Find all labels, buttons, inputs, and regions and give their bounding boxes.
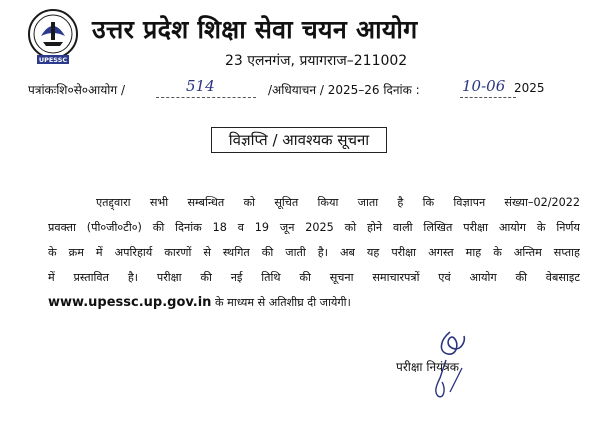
body-line: प्रवक्ता (पी०जी०टी०) की दिनांक 18 व 19 जून 2025 को होने वाली लिखित परीक्षा आयोग के निर्णय [48, 221, 580, 234]
body-line: के क्रम में अपरिहार्य कारणों से स्थगित की जाती है। अब यह परीक्षा अगस्त माह के अन्तिम सप्ताह [48, 246, 580, 259]
reference-suffix: /अधियाचन / 2025–26 दिनांक : [268, 83, 420, 97]
org-address: 23 एलनगंज, प्रयागराज–211002 [225, 53, 408, 69]
logo-text: UPESSC [38, 56, 68, 64]
notice-body [48, 190, 580, 315]
letter-number: 514 [186, 77, 215, 95]
website-link[interactable]: www.upessc.up.gov.in [48, 295, 212, 310]
org-title: उत्तर प्रदेश शिक्षा सेवा चयन आयोग [92, 15, 418, 44]
patrank-label: पत्रांकःशि०से०आयोग / [28, 83, 125, 97]
body-line-last [48, 290, 580, 315]
reference-line [28, 77, 588, 101]
body-line-rest: के माध्यम से अतिशीघ्र दी जायेगी। [211, 296, 351, 309]
commission-emblem [27, 8, 79, 66]
notice-heading: विज्ञप्ति / आवश्यक सूचना [211, 127, 387, 153]
letter-date: 10-06 [462, 77, 506, 95]
letter-year: 2025 [514, 81, 545, 95]
designation: परीक्षा नियंत्रक [396, 360, 459, 374]
body-line: एतद्द्वारा सभी सम्बन्धित को सूचित किया जाता है कि विज्ञापन संख्या–02/2022 [96, 196, 580, 209]
body-line: में प्रस्तावित है। परीक्षा की नई तिथि की सूचना समाचारपत्रों एवं आयोग की वेबसाइट [48, 271, 580, 284]
